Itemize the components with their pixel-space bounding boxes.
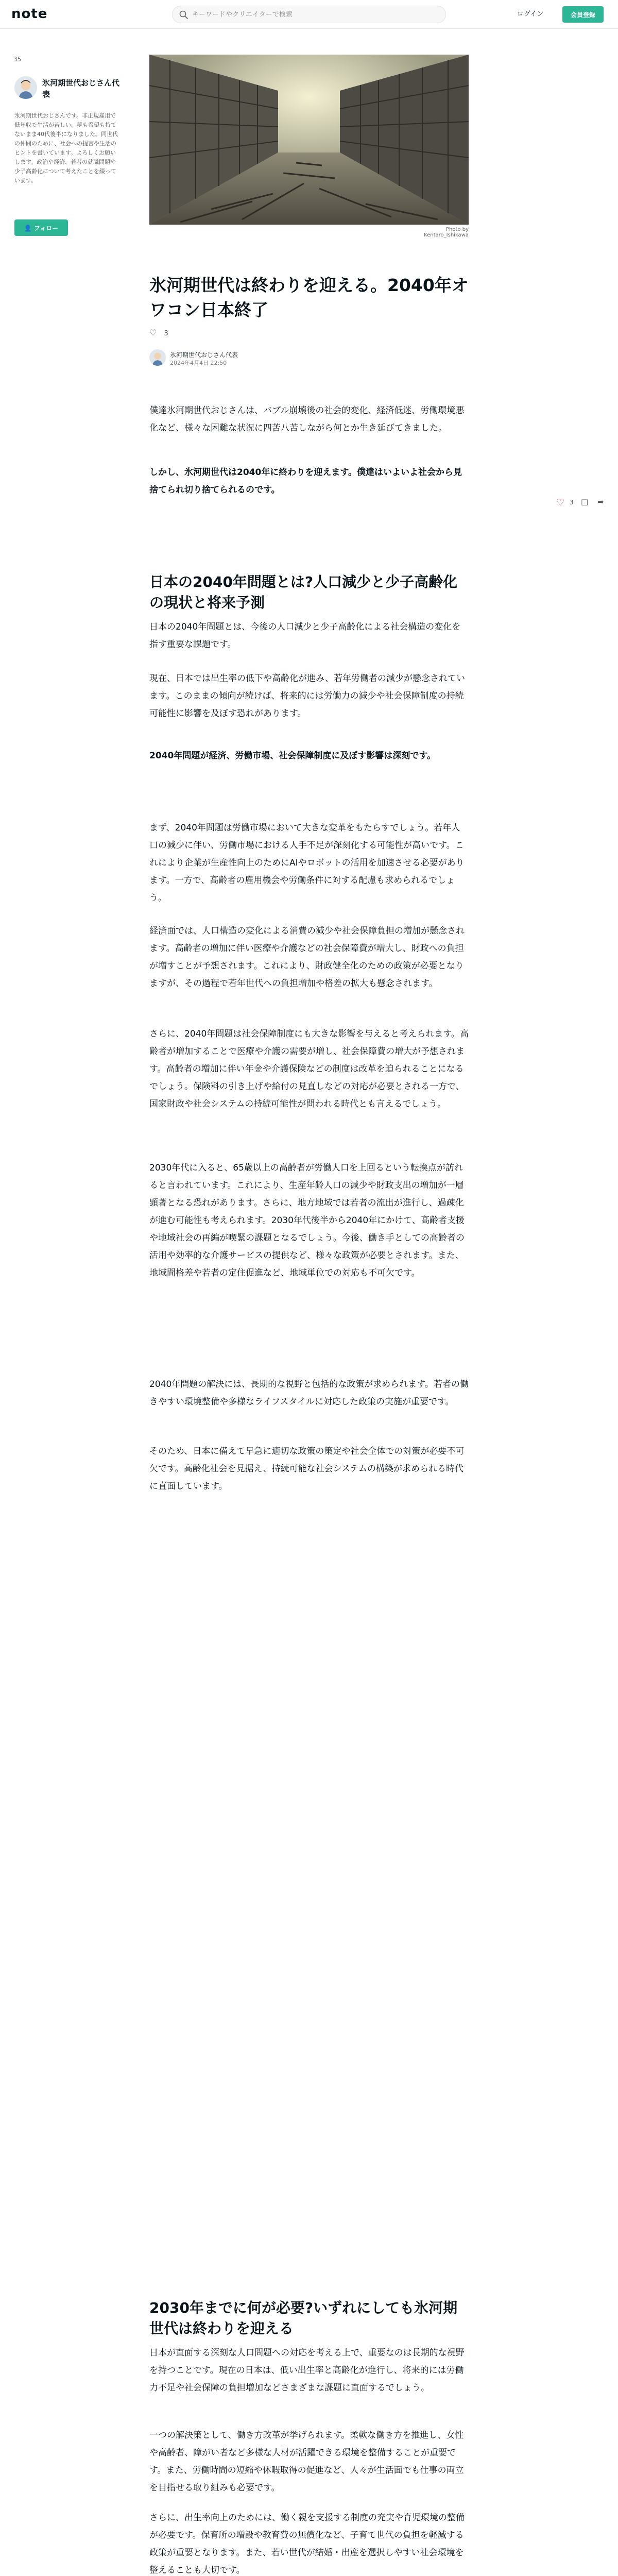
paragraph-8: 2040年問題の解決には、長期的な視野と包括的な政策が求められます。若者の働きやすい環境整備や多様なライフスタイルに対応した政策の実施が重要です。: [149, 1379, 469, 1407]
paragraph-11: 一つの解決策として、働き方改革が挙げられます。柔軟な働き方を推進し、女性や高齢者、障がい者など多様な人材が活躍できる環境を整備することが重要です。また、労働時間の短縮や休暇取得の促進など、人々が生活面でも仕事の両立を目指せる取り組みも必要です。: [149, 2430, 464, 2493]
follow-label: フォロー: [33, 224, 59, 232]
bookmark-icon[interactable]: □: [581, 497, 589, 506]
paragraph-12: さらに、出生率向上のためには、働く親を支援する制度の充実や育児環境の整備が必要です。保育所の増設や教育費の無償化など、子育て世代の負担を軽減する政策が重要となります。また、若い世代が結婚・出産を選択しやすい社会環境を整えることも大切です。: [149, 2513, 465, 2575]
paragraph-6: さらに、2040年問題は社会保障制度にも大きな影響を与えると考えられます。高齢者が増加することで医療や介護の需要が増し、社会保障費の増大が予想されます。高齢者の増加に伴い年金や介護保険などの制度は改革を迫られることになるでしょう。保険料の引き上げや給付の見直しなどの対応が必要とされる一方で、国家財政や社会システムの持続可能性が問われる時代とも言えるでしょう。: [149, 1029, 469, 1109]
article-title: 氷河期世代は終わりを迎える。2040年オワコン日本終了: [149, 275, 469, 320]
section-heading-2: 2030年までに何が必要?いずれにしても氷河期世代は終わりを迎える: [149, 2299, 458, 2337]
article-author-name[interactable]: 氷河期世代おじさん代表: [170, 351, 238, 359]
avatar-illustration-small: [149, 349, 166, 366]
paragraph-3: 2040年問題が経済、労働市場、社会保障制度に及ぼす影響は深刻です。: [149, 751, 436, 761]
intro-paragraph-1: 僕達氷河期世代おじさんは、バブル崩壊後の社会的変化、経済低迷、労働環境悪化など、様々な困難な状況に四苦八苦しながら何とか生き延びてきました。: [149, 405, 465, 433]
float-like-count: 3: [570, 499, 574, 506]
hero-image: [149, 55, 469, 225]
search-box[interactable]: [172, 6, 446, 23]
paragraph-10: 日本が直面する深刻な人口問題への対応を考える上で、重要なのは長期的な視野を持つことです。現在の日本は、低い出生率と高齢化が進行し、将来的には労働力不足や社会保障の負担増加などさまざまな課題に直面するでしょう。: [149, 2348, 465, 2393]
paragraph-4: まず、2040年問題は労働市場において大きな変革をもたらすでしょう。若年人口の減少に伴い、労働市場における人手不足が深刻化する可能性が高いです。これにより企業が生産性向上のためにAIやロボットの活用を加速させる必要があります。一方で、高齢者の雇用機会や労働条件に対する配慮も求められるでしょう。: [149, 823, 465, 903]
login-link[interactable]: ログイン: [517, 10, 544, 18]
paragraph-5: 経済面では、人口構造の変化による消費の減少や社会保障負担の増加が懸念されます。高齢者の増加に伴い医療や介護などの社会保障費が増大し、財政への負担が増すことが予想されます。これにより、財政健全化のための政策が必要となりますが、その過程で若年世代への負担増加や格差の拡大も懸念されます。: [149, 926, 465, 989]
like-count: 3: [164, 330, 168, 337]
intro-paragraph-2: しかし、氷河期世代は2040年に終わりを迎えます。僕達はいよいよ社会から見捨てられ切り捨てられるのです。: [149, 467, 462, 495]
floating-action-bar: [556, 496, 613, 512]
photo-credit[interactable]: Photo by Kentaro_Ishikawa: [424, 227, 469, 238]
hero-corridor-illustration: [149, 55, 469, 225]
author-avatar[interactable]: [14, 76, 37, 99]
heart-float-icon[interactable]: ♡: [556, 497, 565, 508]
avatar-illustration: [14, 76, 37, 99]
share-icon[interactable]: ➦: [597, 497, 604, 506]
sidebar-author-bio: 氷河期世代おじさんです。非正規雇用で低年収で生活が苦しい。夢も希望も持てないまま40代後半になりました。同世代の仲間のために、社会への提言や生活のヒントを書いています。よろしくお願いします。政治や経済、若者の就職問題や少子高齢化について考えたことを綴っています。: [14, 112, 118, 184]
follow-person-icon: 👤: [24, 224, 34, 232]
like-row[interactable]: [149, 328, 168, 337]
sidebar-author-name[interactable]: 氷河期世代おじさん代表: [42, 78, 120, 99]
signup-button[interactable]: 会員登録: [562, 6, 604, 23]
sidebar-count: 35: [13, 56, 22, 63]
search-input[interactable]: [192, 6, 439, 23]
paragraph-9: そのため、日本に備えて早急に適切な政策の策定や社会全体での対策が必要不可欠です。高齢化社会を見据え、持続可能な社会システムの構築が求められる時代に直面しています。: [149, 1446, 465, 1492]
paragraph-1: 日本の2040年問題とは、今後の人口減少と少子高齢化による社会構造の変化を指す重要な課題です。: [149, 622, 461, 650]
heart-icon[interactable]: ♡: [149, 328, 157, 337]
section-heading-1: 日本の2040年問題とは?人口減少と少子高齢化の現状と将来予測: [149, 573, 458, 611]
follow-button[interactable]: [14, 219, 68, 236]
search-icon: [179, 10, 189, 20]
note-logo[interactable]: note: [11, 6, 48, 22]
article-date: 2024年4月4日 22:50: [170, 360, 227, 366]
top-header: [0, 0, 618, 29]
paragraph-2: 現在、日本では出生率の低下や高齢化が進み、若年労働者の減少が懸念されています。このままの傾向が続けば、将来的には労働力の減少や社会保障制度の持続可能性に影響を及ぼす恐れがあります。: [149, 673, 466, 719]
article-author-avatar[interactable]: [149, 349, 166, 366]
paragraph-7: 2030年代に入ると、65歳以上の高齢者が労働人口を上回るという転換点が訪れると言われています。これにより、生産年齢人口の減少や財政支出の増加が一層顕著となる恐れがあります。さらに、地方地域では若者の流出が進行し、過疎化が進む可能性も考えられます。2030年代後半から2040年にかけて、高齢者支援や地域社会の再編が喫緊の課題となるでしょう。今後、働き手としての高齢者の活用や効率的な介護サービスの提供など、様々な政策が必要とされます。また、地域間格差や若者の定住促進など、地域単位での対応も不可欠です。: [149, 1163, 465, 1278]
